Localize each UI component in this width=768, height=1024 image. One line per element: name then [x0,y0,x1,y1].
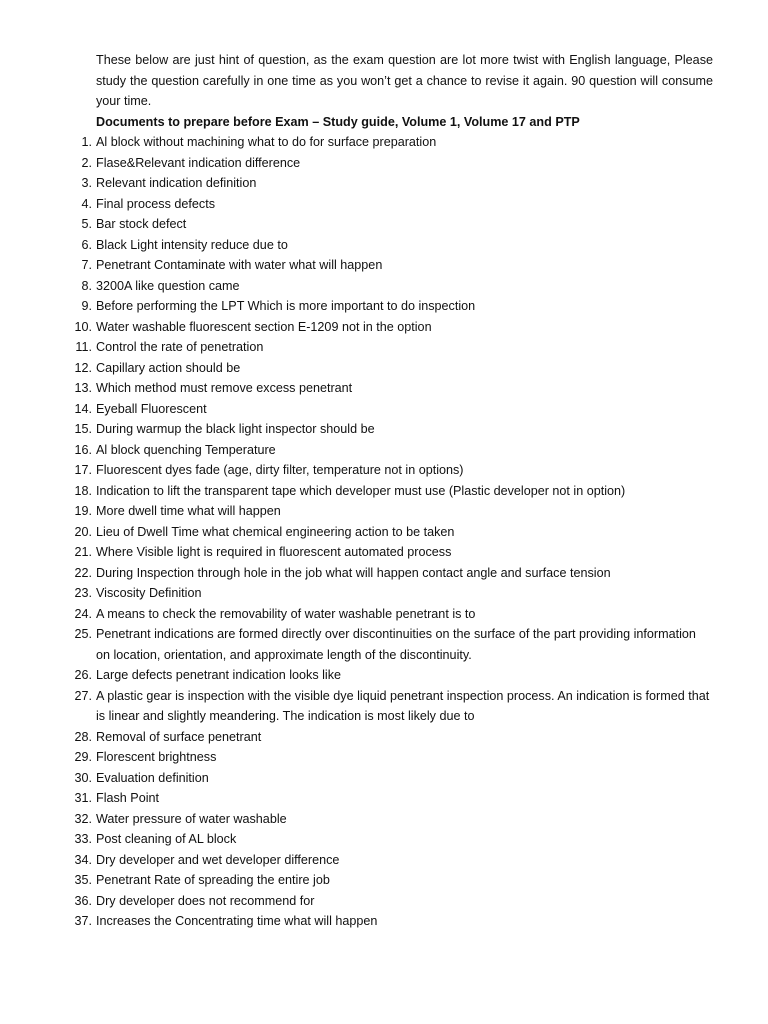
list-item-number: 31. [74,791,92,805]
list-item-number: 37. [74,914,92,928]
list-item-number: 32. [74,811,92,826]
list-item [74,686,713,727]
list-item-text: Post cleaning of AL block [96,832,237,846]
intro-paragraph: These below are just hint of question, as the exam question are lot more twist with English language, Please study the question carefully in one time as you won’t get a chance to revise it again. 90 question will consume your time. [96,53,713,108]
list-item [74,911,713,932]
list-item-text: Increases the Concentrating time what will happen [96,914,378,928]
list-item [81,214,713,235]
list-item-number: 27. [74,688,92,703]
list-item [81,276,713,297]
list-item [74,522,713,543]
list-item-number: 8. [81,278,92,293]
list-item-text: 3200A like question came [96,278,240,293]
list-item [74,727,713,748]
list-item-text: Removal of surface penetrant [96,729,262,744]
list-item-number: 4. [81,196,92,211]
list-item [74,481,713,502]
list-item-number: 1. [81,135,92,149]
list-item [74,563,713,584]
list-item-number: 18. [74,483,92,498]
list-item-text: Capillary action should be [96,360,241,375]
list-item-number: 6. [81,237,92,252]
list-item-number: 3. [81,176,92,190]
list-item-text: Al block quenching Temperature [96,442,276,457]
list-item-text: Penetrant Rate of spreading the entire job [96,873,330,887]
list-item-number: 29. [74,750,92,764]
list-item-text: Evaluation definition [96,770,209,785]
list-item-number: 15. [74,422,92,436]
list-item [74,870,713,891]
list-item [74,891,713,912]
list-item-text: Black Light intensity reduce due to [96,237,288,252]
list-item [81,194,713,215]
list-item-text: Water washable fluorescent section E-1209 not in the option [96,319,432,334]
list-item-text: Florescent brightness [96,750,217,764]
list-item-number: 36. [74,893,92,908]
list-item-text: Flash Point [96,791,159,805]
list-item-text: Control the rate of penetration [96,340,264,354]
list-item-number: 2. [81,155,92,170]
list-item [81,296,713,317]
list-item-text: Indication to lift the transparent tape which developer must use (Plastic developer not in option) [96,483,626,498]
list-item [74,809,713,830]
list-item-number: 20. [74,524,92,539]
list-item [75,337,713,358]
list-item-text: Bar stock defect [96,217,187,231]
list-item-text: Final process defects [96,196,215,211]
list-item-text: Penetrant indications are formed directly over discontinuities on the surface of the part providing information on location, orientation, and approximate length of the discontinuity. [96,627,696,662]
list-item [74,829,713,850]
list-item-number: 9. [81,299,92,313]
list-item-text: Lieu of Dwell Time what chemical engineering action to be taken [96,524,455,539]
list-item-number: 13. [74,381,92,395]
list-item-text: Before performing the LPT Which is more important to do inspection [96,299,476,313]
list-item-text: Where Visible light is required in fluorescent automated process [96,545,452,559]
documents-heading: Documents to prepare before Exam – Study guide, Volume 1, Volume 17 and PTP [96,114,580,129]
list-item-number: 7. [81,258,92,272]
list-item-number: 21. [74,545,92,559]
list-item-text: More dwell time what will happen [96,504,281,518]
list-item [74,768,713,789]
list-item [74,850,713,871]
list-item-number: 12. [74,360,92,375]
list-item [81,173,713,194]
list-item-text: Large defects penetrant indication looks like [96,668,342,682]
list-item [81,255,713,276]
list-item [74,788,713,809]
list-item [74,624,713,665]
list-item [74,583,713,604]
list-item-number: 34. [74,852,92,867]
list-item-text: Dry developer and wet developer difference [96,852,340,867]
question-list [74,132,713,932]
list-item-number: 11. [75,340,92,354]
list-item [74,460,713,481]
list-item-text: Relevant indication definition [96,176,257,190]
list-item [74,747,713,768]
list-item-text: Which method must remove excess penetrant [96,381,353,395]
list-item-text: A plastic gear is inspection with the visible dye liquid penetrant inspection process. An indication is formed that is linear and slightly meandering. The indication is most likely due to [96,688,710,723]
list-item-text: During Inspection through hole in the job what will happen contact angle and surface tension [96,565,611,580]
list-item-number: 24. [74,606,92,621]
list-item-number: 22. [74,565,92,580]
list-item-text: Water pressure of water washable [96,811,287,826]
list-item-number: 10. [74,319,92,334]
list-item-number: 16. [74,442,92,457]
list-item [74,358,713,379]
document-content [74,50,713,932]
list-item [74,665,713,686]
list-item [74,399,713,420]
list-item-number: 14. [74,401,92,416]
list-item-number: 25. [74,627,92,641]
list-item [74,501,713,522]
list-item-number: 17. [74,463,92,477]
list-item-text: Fluorescent dyes fade (age, dirty filter, temperature not in options) [96,463,464,477]
list-item-number: 5. [81,217,92,231]
list-item-text: During warmup the black light inspector should be [96,422,375,436]
list-item [74,604,713,625]
list-item [74,542,713,563]
list-item [81,132,713,153]
list-item [74,378,713,399]
list-item-number: 23. [74,586,92,600]
list-item [74,317,713,338]
list-item-number: 26. [74,668,92,682]
list-item-text: Penetrant Contaminate with water what will happen [96,258,383,272]
list-item-number: 19. [74,504,92,518]
list-item-number: 35. [74,873,92,887]
list-item-text: Al block without machining what to do for surface preparation [96,135,437,149]
list-item-number: 28. [74,729,92,744]
list-item-text: Dry developer does not recommend for [96,893,315,908]
list-item [81,153,713,174]
list-item [81,235,713,256]
list-item-text: A means to check the removability of water washable penetrant is to [96,606,476,621]
list-item-number: 33. [74,832,92,846]
list-item-number: 30. [74,770,92,785]
list-item-text: Viscosity Definition [96,586,202,600]
list-item-text: Eyeball Fluorescent [96,401,207,416]
list-item [74,419,713,440]
list-item-text: Flase&Relevant indication difference [96,155,301,170]
list-item [74,440,713,461]
